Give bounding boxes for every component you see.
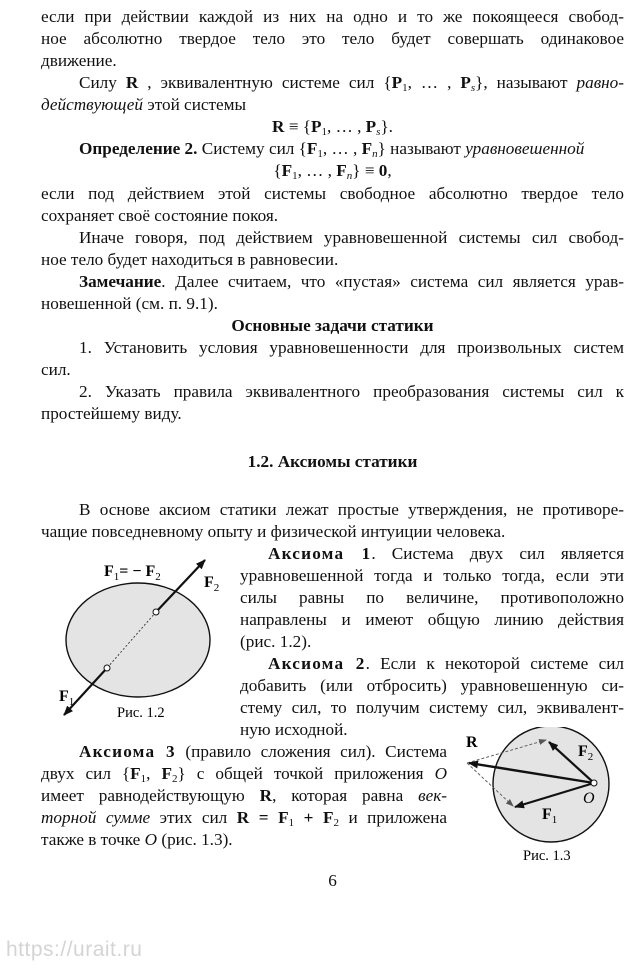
text-line: новешенной (см. п. 9.1). bbox=[41, 294, 218, 313]
text-line: движение. bbox=[41, 51, 117, 70]
f1-label: $F_1$ bbox=[542, 806, 558, 826]
text-line: направлены и имеют общую линию действия bbox=[240, 610, 624, 629]
axiom-1-line: Аксиома 1. Система двух сил является bbox=[268, 544, 625, 563]
text-line: торной сумме этих сил $R = F_1 + F_2$ и приложена bbox=[41, 808, 448, 829]
text-line: (рис. 1.2). bbox=[240, 632, 312, 651]
f2-label: $F_2$ bbox=[578, 743, 594, 763]
text-line: чащие повседневному опыту и физической интуиции человека. bbox=[41, 522, 506, 541]
text-line: сил. bbox=[41, 360, 71, 379]
text-line: сохраняет своё состояние покоя. bbox=[41, 206, 279, 225]
point-of-application bbox=[153, 609, 159, 615]
text-line: уравновешенной тогда и только тогда, если эти bbox=[240, 566, 624, 585]
text-line: простейшему виду. bbox=[41, 404, 182, 423]
f1-label: $F_1$ bbox=[59, 688, 75, 708]
text-line: ное тело будет находиться в равновесии. bbox=[41, 250, 339, 269]
definition-line: Определение 2. Систему сил {$F_1$, … , $F_n$} называют уравновешенной bbox=[79, 139, 585, 160]
axiom-2-line: Аксиома 2. Если к некоторой системе сил bbox=[268, 654, 624, 673]
text-line: если при действии каждой из них на одно и то же покоящееся свобод- bbox=[41, 7, 624, 26]
text-line: имеет равнодействующую R, которая равна век- bbox=[41, 786, 447, 805]
list-item: 1. Установить условия уравновешенности для произвольных систем bbox=[79, 338, 624, 357]
text-line: если под действием этой системы свободное абсолютно твердое тело bbox=[41, 184, 624, 203]
subheading: Основные задачи статики bbox=[231, 316, 434, 335]
point-of-application bbox=[104, 665, 110, 671]
text-line: В основе аксиом статики лежат простые утверждения, не противоре- bbox=[79, 500, 624, 519]
figure-1-2 bbox=[40, 555, 240, 725]
figure-caption: Рис. 1.3 bbox=[523, 848, 571, 864]
watermark-link[interactable]: https://urait.ru bbox=[6, 938, 143, 961]
text-line: Силу R , эквивалентную системе сил {$P_1$, … , $P_s$}, называют равно- bbox=[79, 73, 624, 94]
text-line: также в точке O (рис. 1.3). bbox=[41, 830, 233, 849]
section-heading: 1.2. Аксиомы статики bbox=[247, 452, 418, 471]
text-line: Иначе говоря, под действием уравновешенной системы сил свобод- bbox=[79, 228, 624, 247]
figure-caption: Рис. 1.2 bbox=[117, 705, 165, 721]
equation-resultant: $R \equiv \{P_1$, … , $P_s$}. bbox=[272, 117, 393, 138]
text-line: добавить (или отбросить) уравновешенную си- bbox=[240, 676, 624, 695]
text-line: силы равны по величине, противоположно bbox=[240, 588, 624, 607]
list-item: 2. Указать правила эквивалентного преобразования системы сил к bbox=[79, 382, 624, 401]
text-line: действующей этой системы bbox=[41, 95, 247, 114]
r-label: R bbox=[466, 734, 478, 751]
text-line: двух сил {$F_1$, $F_2$} с общей точкой приложения O bbox=[41, 764, 447, 785]
axiom-3-line: Аксиома 3 (правило сложения сил). Система bbox=[79, 742, 447, 761]
equilibrium-label: $F_1= - F_2$ bbox=[104, 563, 161, 583]
figure-1-3 bbox=[456, 727, 632, 867]
f2-label: $F_2$ bbox=[204, 574, 220, 594]
text-line: ное абсолютно твердое тело это тело будет совершать одинаковое bbox=[41, 29, 624, 48]
o-label: O bbox=[583, 790, 595, 807]
text-line: стему сил, то получим систему сил, эквивалент- bbox=[240, 698, 624, 717]
equation-equilibrium: {$F_1$, … , $F_n\} \equiv 0$, bbox=[273, 161, 392, 182]
page-number: 6 bbox=[328, 871, 337, 890]
point-o bbox=[591, 780, 597, 786]
body-ellipse bbox=[66, 583, 210, 697]
text-line: ную исходной. bbox=[240, 720, 348, 739]
remark-line: Замечание. Далее считаем, что «пустая» система сил является урав- bbox=[79, 272, 624, 291]
